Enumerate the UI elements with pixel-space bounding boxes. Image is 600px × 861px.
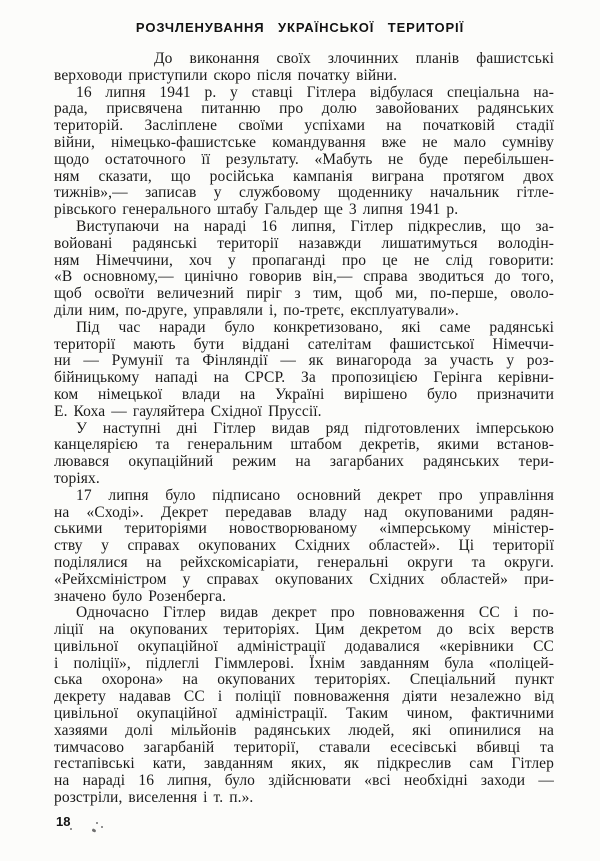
text-line: 16 липня 1941 р. у ставці Гітлера відбулася спеціальна на- [76,83,554,101]
ink-speck [70,828,72,830]
ink-speck [101,826,103,828]
chapter-title: РОЗЧЛЕНУВАННЯ УКРАЇНСЬКОЇ ТЕРИТОРІЇ [135,20,465,35]
text-line: цивільної окупаційної адміністрації. Таким чином, фактичними [54,705,554,723]
text-line: і поліції», підлеглі Гіммлерові. Їхнім завданням була «поліцей- [54,654,554,672]
text-line: торіях. [54,469,100,487]
paragraph [54,488,554,606]
paragraph [54,85,554,219]
text-line: ськими територіями новостворюваному «імперському міністер- [54,520,554,538]
text-line: ням Німеччини, хоч у пропаганді про це не слід говорити: [54,251,554,269]
paragraph [54,421,554,488]
text-line: ням сказати, що російська кампанія виграна протягом двох [54,167,554,185]
text-line: територій. Засліплене своїми успіхами на початковій стадії [54,117,554,135]
text-line: поділялися на рейхскомісаріати, генеральні округи та округи. [54,553,554,571]
paragraph [54,219,554,320]
ink-speck [96,822,98,824]
text-line: рада, присвячена питанню про долю завойованих радянських [54,100,554,118]
paragraph [54,605,554,807]
text-line: У наступні дні Гітлер видав ряд підготовлених імперською [76,419,554,437]
text-line: ком німецької влади на Україні вирішено було призначити [54,385,554,403]
text-line: лювався окупаційний режим на загарбаних радянських тери- [54,453,554,471]
text-line: До виконання своїх злочинних планів фашистські [154,50,554,67]
text-line: ліції на окупованих територіях. Цим декретом до всіх верств [54,621,554,639]
ink-speck [92,828,97,832]
text-line: ська охорона» на окупованих територіях. Спеціальний пункт [54,671,554,689]
text-line: розстріли, виселення і т. п.». [54,789,254,807]
text-body [54,51,554,807]
text-line: ни — Румунії та Фінляндії — як винагорода за участь у роз- [54,352,554,370]
text-line: на нараді 16 липня, було здійснювати «всі необхідні заходи — [54,772,554,790]
text-line: рівського генерального штабу Гальдер ще 3 липня 1941 р. [54,201,459,219]
text-line: канцелярією та генеральним штабом декретів, якими встанов- [54,436,554,454]
text-line: войовані радянські території назавжди лишатимуться володін- [54,234,554,252]
text-line: на «Сході». Декрет передавав владу над окупованими радян- [54,503,554,521]
text-line: гестапівські кати, завданням яких, як підкреслив сам Гітлер [54,755,554,773]
text-line: цивільної окупаційної адміністрації додавалися «керівники СС [54,637,554,655]
text-line: тижнів»,— записав у службовому щоденнику начальник гітле- [54,184,554,202]
text-line: діли ним, по-друге, управляли і, по-третє, експлуатували». [54,301,459,319]
paragraph [54,51,554,85]
text-line: Е. Коха — гауляйтера Східної Пруссії. [54,402,322,420]
text-line: війни, німецько-фашистське командування вже не мало сумніву [54,133,554,151]
text-line: верховоди приступили скоро після початку війни. [54,66,398,84]
page-number: 18 [56,814,71,829]
text-line: Під час наради було конкретизовано, які саме радянські [76,318,554,336]
text-line: значено було Розенберга. [54,587,227,605]
text-line: «В основному,— цинічно говорив він,— справа зводиться до того, [54,268,554,286]
text-line: тимчасово загарбаній території, ставали есесівські вбивці та [54,738,554,756]
text-line: бійницькому нападі на СРСР. За пропозицією Герінга керівни- [54,369,554,387]
text-line: території мають бути віддані сателітам фашистської Німеччи- [54,335,554,353]
text-line: «Рейхсміністром у справах окупованих Східних областей» при- [54,570,554,588]
text-line: щодо остаточного її результату. «Мабуть не буде перебільшен- [54,150,554,168]
text-line: хазяями долі мільйонів радянських людей, які опинилися на [54,721,554,739]
text-line: ству у справах окупованих Східних областей». Ці території [54,537,554,555]
text-line: щоб освоїти величезний пиріг з тим, щоб ми, по-перше, оволо- [54,285,554,303]
text-line: Виступаючи на нараді 16 липня, Гітлер підкреслив, що за- [76,217,554,235]
paragraph [54,320,554,421]
text-line: Одночасно Гітлер видав декрет про повноваження СС і по- [76,604,554,622]
text-line: декрету надавав СС і поліції повноваження діяти незалежно від [54,688,554,706]
text-line: 17 липня було підписано основний декрет про управління [76,486,554,504]
